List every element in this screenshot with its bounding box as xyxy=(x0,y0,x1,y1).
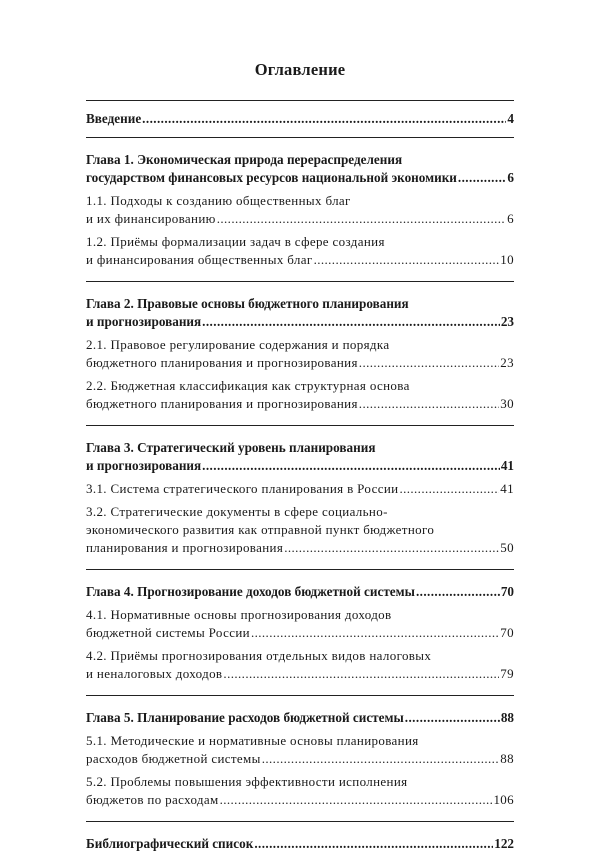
intro-block xyxy=(86,101,514,137)
page-number: 88 xyxy=(500,751,514,766)
page-number: 41 xyxy=(500,481,514,496)
chapter-title-last-line xyxy=(86,457,514,475)
section-title-text: бюджетного планирования и прогнозирования xyxy=(86,396,358,411)
chapter-title-last-line xyxy=(86,709,514,727)
page-number: 30 xyxy=(500,396,514,411)
section-entry[interactable] xyxy=(86,377,514,413)
section-title-text: 3.1. Система стратегического планирования в России xyxy=(86,481,399,496)
page-number: 10 xyxy=(500,252,514,267)
dot-leader xyxy=(142,110,506,128)
chapter-title-last-line xyxy=(86,169,514,187)
chapter-title-text: и прогнозирования xyxy=(86,314,202,329)
dot-leader xyxy=(202,313,500,331)
dot-leader xyxy=(314,251,500,269)
dot-leader xyxy=(223,665,499,683)
section-title-last-line xyxy=(86,539,514,557)
dot-leader xyxy=(284,539,499,557)
section-title-line: 5.2. Проблемы повышения эффективности исполнения xyxy=(86,774,408,789)
section-title-line: 1.1. Подходы к созданию общественных благ xyxy=(86,193,351,208)
section-title-last-line xyxy=(86,480,514,498)
page-number: 106 xyxy=(493,792,514,807)
dot-leader xyxy=(251,624,499,642)
section-title-line: 4.2. Приёмы прогнозирования отдельных видов налоговых xyxy=(86,648,432,663)
section-title-last-line xyxy=(86,791,514,809)
chapter-block xyxy=(86,570,514,695)
chapter-entry[interactable] xyxy=(86,583,514,601)
section-title-text: бюджетной системы России xyxy=(86,625,250,640)
chapter-block xyxy=(86,696,514,821)
chapter-block xyxy=(86,282,514,425)
section-title-last-line xyxy=(86,665,514,683)
chapter-block xyxy=(86,426,514,569)
chapter-title-last-line xyxy=(86,835,514,853)
dot-leader xyxy=(262,750,500,768)
bibliography-block xyxy=(86,822,514,865)
chapter-title-text: Библиографический список xyxy=(86,836,254,851)
chapter-title-text: и прогнозирования xyxy=(86,458,202,473)
chapter-title-text: Введение xyxy=(86,111,142,126)
chapter-title-text: Глава 4. Прогнозирование доходов бюджетной системы xyxy=(86,584,415,599)
section-entry[interactable] xyxy=(86,606,514,642)
section-title-text: бюджетного планирования и прогнозирования xyxy=(86,355,358,370)
dot-leader xyxy=(217,210,506,228)
section-entry[interactable] xyxy=(86,233,514,269)
toc-page xyxy=(86,60,514,865)
chapter-title-last-line xyxy=(86,110,514,128)
section-title-text: бюджетов по расходам xyxy=(86,792,219,807)
chapter-entry[interactable] xyxy=(86,295,514,331)
page-number: 4 xyxy=(507,111,514,126)
section-title-text: планирования и прогнозирования xyxy=(86,540,284,555)
page-number: 50 xyxy=(500,540,514,555)
chapter-title-text: государством финансовых ресурсов национальной экономики xyxy=(86,170,457,185)
chapter-entry[interactable] xyxy=(86,151,514,187)
section-title-text: и их финансированию xyxy=(86,211,216,226)
section-title-line: экономического развития как отправной пункт бюджетного xyxy=(86,522,435,537)
page-number: 70 xyxy=(500,625,514,640)
dot-leader xyxy=(220,791,493,809)
page-number: 6 xyxy=(507,211,514,226)
page-title: Оглавление xyxy=(254,60,346,79)
page-number: 41 xyxy=(500,458,514,473)
section-title-line: 2.1. Правовое регулирование содержания и порядка xyxy=(86,337,390,352)
page-number: 23 xyxy=(500,314,514,329)
section-title-last-line xyxy=(86,251,514,269)
section-title-line: 2.2. Бюджетная классификация как структурная основа xyxy=(86,378,410,393)
page-number: 6 xyxy=(507,170,514,185)
section-title-last-line xyxy=(86,210,514,228)
section-title-last-line xyxy=(86,750,514,768)
section-title-last-line xyxy=(86,354,514,372)
page-number: 23 xyxy=(500,355,514,370)
dot-leader xyxy=(416,583,500,601)
chapter-entry[interactable] xyxy=(86,110,514,128)
section-title-last-line xyxy=(86,395,514,413)
section-title-line: 1.2. Приёмы формализации задач в сфере создания xyxy=(86,234,385,249)
section-entry[interactable] xyxy=(86,480,514,498)
dot-leader xyxy=(359,354,500,372)
section-title-text: и неналоговых доходов xyxy=(86,666,223,681)
chapter-title-line: Глава 1. Экономическая природа перераспределения xyxy=(86,152,403,167)
page-number: 122 xyxy=(494,836,514,851)
chapter-entry[interactable] xyxy=(86,709,514,727)
chapter-block xyxy=(86,138,514,281)
section-entry[interactable] xyxy=(86,773,514,809)
dot-leader xyxy=(399,480,499,498)
section-entry[interactable] xyxy=(86,192,514,228)
chapter-title-line: Глава 3. Стратегический уровень планирования xyxy=(86,440,376,455)
section-entry[interactable] xyxy=(86,647,514,683)
section-entry[interactable] xyxy=(86,503,514,557)
chapter-title-text: Глава 5. Планирование расходов бюджетной системы xyxy=(86,710,404,725)
dot-leader xyxy=(202,457,500,475)
dot-leader xyxy=(254,835,493,853)
chapter-title-last-line xyxy=(86,313,514,331)
section-title-text: и финансирования общественных благ xyxy=(86,252,313,267)
section-title-line: 4.1. Нормативные основы прогнозирования доходов xyxy=(86,607,392,622)
chapter-entry[interactable] xyxy=(86,439,514,475)
chapter-entry[interactable] xyxy=(86,835,514,853)
page-number: 88 xyxy=(500,710,514,725)
section-title-text: расходов бюджетной системы xyxy=(86,751,261,766)
dot-leader xyxy=(458,169,507,187)
page-number: 70 xyxy=(500,584,514,599)
chapter-title-line: Глава 2. Правовые основы бюджетного планирования xyxy=(86,296,409,311)
dot-leader xyxy=(359,395,500,413)
section-entry[interactable] xyxy=(86,732,514,768)
chapter-title-last-line xyxy=(86,583,514,601)
table-of-contents xyxy=(86,101,514,865)
dot-leader xyxy=(405,709,500,727)
section-title-line: 5.1. Методические и нормативные основы планирования xyxy=(86,733,419,748)
page-number: 79 xyxy=(500,666,514,681)
section-title-last-line xyxy=(86,624,514,642)
section-entry[interactable] xyxy=(86,336,514,372)
section-title-line: 3.2. Стратегические документы в сфере социально- xyxy=(86,504,388,519)
